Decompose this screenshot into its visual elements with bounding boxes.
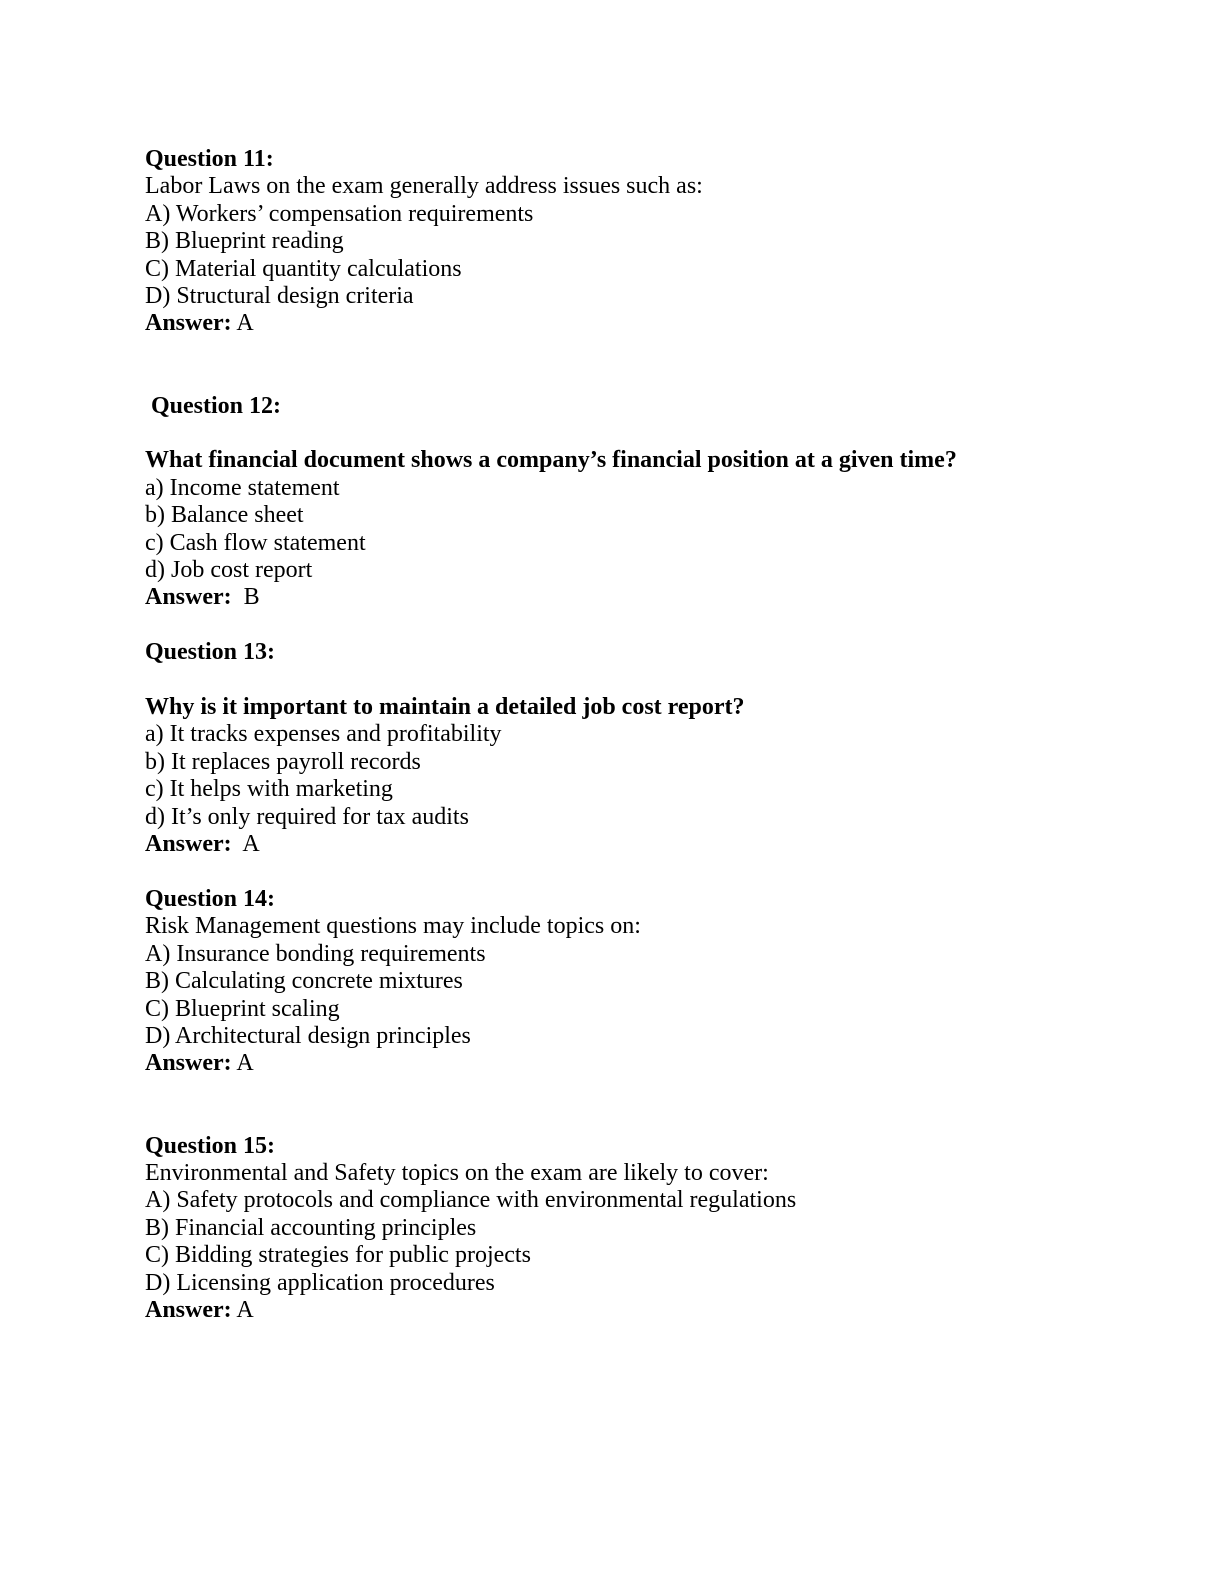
answer-value: A — [231, 831, 260, 858]
option-line: d) Job cost report — [145, 557, 313, 584]
option-line: A) Insurance bonding requirements — [145, 940, 486, 967]
question-heading: Question 15: — [145, 1132, 276, 1159]
option-line: C) Blueprint scaling — [145, 995, 340, 1022]
option-line: C) Material quantity calculations — [145, 255, 462, 282]
blank-gap — [145, 859, 1084, 886]
answer-line — [145, 584, 1084, 611]
question-prompt: Risk Management questions may include topics on: — [145, 913, 641, 940]
option-line: a) It tracks expenses and profitability — [145, 721, 502, 748]
answer-label: Answer: — [145, 1050, 232, 1077]
question-block-13 — [145, 639, 1084, 858]
question-heading: Question 11: — [145, 146, 274, 172]
question-prompt: Environmental and Safety topics on the exam are likely to cover: — [145, 1159, 769, 1186]
option-line: a) Income statement — [145, 474, 340, 501]
question-heading: Question 12: — [145, 392, 282, 419]
question-block-14 — [145, 886, 1084, 1078]
answer-value: B — [231, 584, 260, 611]
blank-gap — [145, 338, 1084, 393]
question-block-12 — [145, 393, 1084, 612]
option-line: b) Balance sheet — [145, 502, 304, 529]
answer-label: Answer: — [145, 831, 232, 858]
question-prompt: What financial document shows a company’s financial position at a given time? — [145, 447, 957, 474]
answer-value: A — [231, 1296, 254, 1323]
question-prompt: Why is it important to maintain a detailed job cost report? — [145, 694, 745, 721]
option-line: A) Workers’ compensation requirements — [145, 200, 534, 227]
option-line: B) Blueprint reading — [145, 228, 344, 255]
option-line: D) Structural design criteria — [145, 283, 414, 310]
option-line: B) Financial accounting principles — [145, 1214, 477, 1241]
answer-line — [145, 1297, 1084, 1324]
answer-line — [145, 310, 1084, 337]
option-line: A) Safety protocols and compliance with environmental regulations — [145, 1187, 797, 1214]
option-line: c) It helps with marketing — [145, 776, 393, 803]
blank-gap — [145, 420, 1084, 447]
option-line: b) It replaces payroll records — [145, 748, 421, 775]
answer-label: Answer: — [145, 310, 232, 337]
answer-line — [145, 831, 1084, 858]
option-line: d) It’s only required for tax audits — [145, 803, 469, 830]
option-line: c) Cash flow statement — [145, 529, 366, 556]
blank-gap — [145, 1078, 1084, 1133]
blank-gap — [145, 612, 1084, 639]
answer-label: Answer: — [145, 1296, 232, 1323]
answer-value: A — [231, 310, 254, 337]
question-heading: Question 14: — [145, 885, 276, 912]
option-line: B) Calculating concrete mixtures — [145, 968, 463, 995]
option-line: D) Architectural design principles — [145, 1022, 471, 1049]
question-heading: Question 13: — [145, 639, 276, 666]
question-block-15 — [145, 1133, 1084, 1325]
answer-line — [145, 1050, 1084, 1077]
option-line: C) Bidding strategies for public projects — [145, 1242, 531, 1269]
question-block-11 — [145, 146, 1084, 338]
blank-gap — [145, 667, 1084, 694]
answer-label: Answer: — [145, 584, 232, 611]
question-prompt: Labor Laws on the exam generally address issues such as: — [145, 173, 703, 200]
answer-value: A — [231, 1050, 254, 1077]
option-line: D) Licensing application procedures — [145, 1269, 495, 1296]
